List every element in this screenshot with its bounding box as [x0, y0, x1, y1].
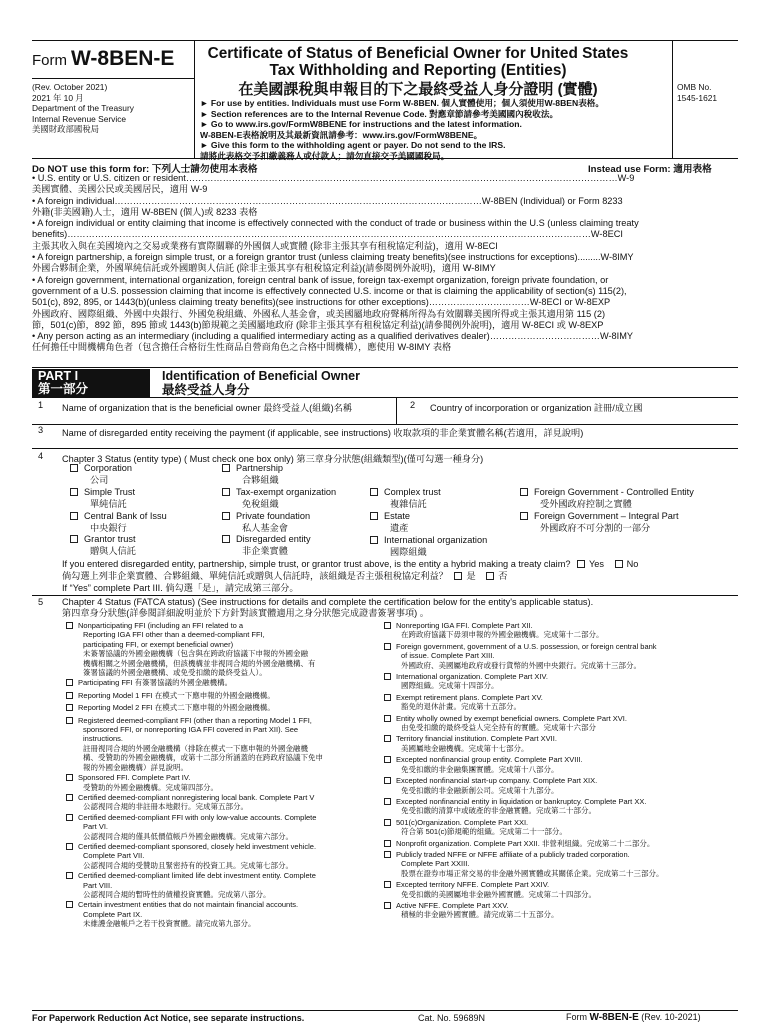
ch4-option[interactable]	[384, 693, 664, 712]
line1-org-name-input[interactable]	[62, 411, 392, 423]
ch4-option-text: Nonprofit organization. Complete Part XXII. 非營利組織。完成第二十二部分。	[396, 838, 655, 848]
ch3-option-label: International organization	[384, 534, 488, 545]
ch4-left-column	[66, 621, 323, 929]
ch3-simple-trust[interactable]	[70, 487, 167, 499]
ch4-option-text: Certified deemed-compliant FFI with only low-value accounts. Complete	[78, 812, 317, 822]
checkbox-icon[interactable]	[66, 814, 73, 821]
line2-number: 2	[410, 400, 416, 410]
checkbox-icon[interactable]	[222, 535, 230, 543]
hybrid-question-en: If you entered disregarded entity, partnership, simple trust, or grantor trust above, is the entity a hybrid making a treaty claim?	[62, 559, 571, 569]
ch4-option-text: Territory financial institution. Complete Part XVII.	[396, 734, 557, 744]
dnu-line: 外籍(非美國籍)人士，適用 W-8BEN (個人)或 8233 表格	[32, 206, 258, 217]
line3-disregarded-entity-input[interactable]	[62, 436, 736, 448]
line5-label-zh: 第四章身分狀態(詳參閱詳細說明並於下方針對該實體適用之身分狀態完成證書簽署事項) 。	[62, 608, 429, 619]
checkbox-icon[interactable]	[70, 512, 78, 520]
dnu-line: 任何擔任中間機構角色者（包含擔任合格衍生性商品自營商角色之合格中間機構），應使用 W-8IMY 表格	[32, 342, 452, 353]
dnu-line: 美國實體、美國公民或美國居民，適用 W-9	[32, 184, 208, 195]
ch3-private-foundation[interactable]	[222, 511, 336, 523]
ch4-option[interactable]	[384, 621, 664, 640]
header-divider-left	[194, 40, 195, 158]
dnu-line: • A foreign government, international organization, foreign central bank of issue, foreign tax-exempt organization, foreign private foundation, or	[32, 274, 609, 285]
ch4-option-text: Part VIII.	[83, 880, 113, 890]
title-en-line1: Certificate of Status of Beneficial Owner for United States	[207, 45, 629, 62]
checkbox-icon[interactable]	[222, 488, 230, 496]
ch3-option-label: Tax-exempt organization	[236, 486, 337, 497]
omb-number	[677, 82, 717, 103]
checkbox-icon[interactable]	[66, 717, 73, 724]
ch4-option-text: 構、受贊助的外國金融機構，或第十二部分所涵蓋的在跨政府協議下免申	[83, 753, 323, 763]
header-bullets	[200, 98, 640, 162]
checkbox-icon[interactable]	[384, 840, 391, 847]
ch4-option[interactable]	[384, 672, 664, 691]
ch3-option-zh: 贈與人信託	[90, 546, 136, 557]
ch4-option-text: Certified deemed-compliant sponsored, closely held investment vehicle.	[78, 841, 317, 851]
title-en-line2: Tax Withholding and Reporting (Entities)	[269, 62, 567, 79]
part1-top-rule	[32, 367, 738, 368]
checkbox-icon[interactable]	[66, 774, 73, 781]
checkbox-icon[interactable]	[384, 694, 391, 701]
ch3-col1	[70, 463, 167, 558]
agency-zh: 美國財政部國稅局	[32, 124, 99, 134]
ch4-option-text: Exempt retirement plans. Complete Part XV.	[396, 692, 543, 702]
omb-label: OMB No.	[677, 82, 712, 92]
ch3-foreign-govt-controlled[interactable]	[520, 487, 694, 499]
ch4-option-text: Entity wholly owned by exempt beneficial owners. Complete Part XVI.	[396, 713, 627, 723]
ch4-option-text: International organization. Complete Part XIV.	[396, 672, 548, 682]
ch4-option-text: Complete Part XXIII.	[401, 859, 470, 869]
ch3-foreign-govt-integral[interactable]	[520, 511, 694, 523]
department: Department of the Treasury	[32, 103, 134, 113]
ch3-option-label: Partnership	[236, 463, 283, 473]
bullet-website-zh: W-8BEN-E表格說明及其最新資訊請參考：www.irs.gov/FormW8BENE。	[200, 129, 483, 140]
header-divider-right	[672, 40, 673, 158]
ch4-option-text: sponsored FFI, or nonreporting IGA FFI covered in Part XII). See	[83, 725, 299, 735]
ch4-option[interactable]	[66, 900, 323, 928]
title-zh: 在美國課稅與申報目的下之最終受益人身分證明 (實體)	[238, 81, 598, 98]
dnu-line: 外國合夥制企業，外國單純信託或外國贈與人信託 (除非主張其享有租稅協定利益)(請參閱例外說明)，適用 W-8IMY	[32, 263, 496, 274]
ch3-option-zh: 非企業實體	[242, 546, 288, 557]
part1-label-en: PART I	[38, 369, 79, 383]
ch3-option-label: Disregarded entity	[236, 534, 311, 545]
checkbox-icon[interactable]	[384, 798, 391, 805]
line3-label: Name of disregarded entity receiving the payment (if applicable, see instructions) 收取款項的非企業實體名稱(若適用，詳見說明)	[62, 428, 584, 438]
hybrid-no-label: No	[626, 559, 639, 569]
bullet-entities: ► For use by entities. Individuals must use Form W-8BEN. 個人實體使用；個人須使用W-8BEN表格。	[200, 98, 604, 108]
ch4-option[interactable]	[66, 793, 323, 812]
checkbox-icon[interactable]	[384, 756, 391, 763]
rev-date-zh: 2021 年 10 月	[32, 92, 84, 103]
dnu-line: 節，501(c)節，892 節，895 節或 1443(b)節規範之美國屬地政府 (除非主張其享有租稅協定利益)(請參閱例外說明)，適用 W-8ECI 或 W-8EXP	[32, 319, 604, 330]
ch4-option-text: 受贊助的外國金融機構。完成第四部分。	[83, 782, 218, 792]
ch4-option[interactable]	[384, 850, 664, 878]
ch3-option-label: Estate	[384, 510, 411, 521]
line5-label-en: Chapter 4 Status (FATCA status) (See instructions for details and complete the certification below for the entity's applicable status).	[62, 597, 594, 607]
ch4-option-text: 未簽署協議的外國金融機構（包含與在跨政府協議下申報的外國金融	[83, 649, 308, 659]
ch4-option-text: Reporting Model 2 FFI 在模式二下應申報的外國金融機構。	[78, 703, 275, 713]
line4-label: Chapter 3 Status (entity type) ( Must check one box only) 第三章身分狀態(組織類型)(僅可勾選一種身分)	[62, 454, 484, 464]
checkbox-icon[interactable]	[520, 488, 528, 496]
ch4-option-text: 美國屬地金融機構。完成第十七部分。	[401, 743, 529, 753]
dnu-line: • A foreign individual or entity claiming that income is effectively connected with the conduct of trade or business within the U.S (unless claiming treaty	[32, 218, 639, 229]
ch4-option[interactable]	[384, 734, 664, 753]
hybrid-no-checkbox[interactable]	[615, 560, 623, 568]
ch4-option[interactable]	[384, 880, 664, 899]
checkbox-icon[interactable]	[384, 777, 391, 784]
dnu-line: • Any person acting as an intermediary (including a qualified intermediary acting as a qualified derivatives dealer)………………………………W-8IMY	[32, 331, 633, 342]
hybrid-yes-label: Yes	[589, 559, 605, 569]
footer-form-id	[566, 1012, 701, 1023]
line4-number: 4	[38, 451, 44, 461]
hybrid-question-zh-row	[62, 571, 507, 582]
ch3-option-label: Complex trust	[384, 487, 441, 497]
checkbox-icon[interactable]	[66, 679, 73, 686]
revision-block	[32, 82, 134, 135]
ch4-option-text: Certified deemed-compliant nonregistering local bank. Complete Part V	[78, 792, 315, 802]
line3-number: 3	[38, 425, 44, 435]
ch4-option-text: Sponsored FFI. Complete Part IV.	[78, 773, 191, 783]
ch4-option-text: 公認視同合規的僅具低價值帳戶外國金融機構。完成第六部分。	[83, 831, 293, 841]
dnu-line: 外國政府、國際組織、外國中央銀行、外國免稅組織、外國私人基金會，或美國屬地政府聲稱所得為有效關聯美國所得或主張其適用第 115 (2)	[32, 308, 606, 319]
header-form-rule	[32, 78, 194, 79]
checkbox-icon[interactable]	[70, 488, 78, 496]
ch3-option-zh: 免稅組織	[242, 498, 279, 509]
ch3-disregarded-entity[interactable]	[222, 534, 336, 546]
part1-label	[32, 369, 150, 397]
ch4-option-text: 符合第 501(c)節規範的組織。完成第二十一部分。	[401, 827, 567, 837]
dnu-line: 主張其收入與在美國境內之交易或業務有實際關聯的外國個人或實體 (除非主張其享有租稅協定利益)，適用 W-8ECI	[32, 240, 498, 251]
ch4-option-text: Certain investment entities that do not maintain financial accounts.	[78, 900, 299, 910]
do-not-use-heading: Do NOT use this form for: 下列人士請勿使用本表格	[32, 164, 258, 175]
ch4-option-text: Excepted nonfinancial entity in liquidation or bankruptcy. Complete Part XX.	[396, 796, 647, 806]
ch4-option[interactable]	[384, 839, 664, 848]
ch3-option-zh: 國際組織	[390, 546, 427, 557]
checkbox-icon[interactable]	[384, 902, 391, 909]
bullet-give-form: ► Give this form to the withholding agent or payer. Do not send to the IRS.	[200, 140, 506, 151]
ch4-option-text: Foreign government, government of a U.S. possession, or foreign central bank	[396, 641, 657, 651]
form-title	[206, 45, 630, 98]
hybrid-yes-checkbox[interactable]	[577, 560, 585, 568]
omb-value: 1545-1621	[677, 92, 718, 103]
ch4-option[interactable]	[384, 755, 664, 774]
line2-country-input[interactable]	[430, 411, 736, 423]
checkbox-icon[interactable]	[70, 535, 78, 543]
ch4-option-text: Nonparticipating FFI (including an FFI related to a	[78, 621, 244, 630]
checkbox-icon[interactable]	[66, 794, 73, 801]
line4-bottom-rule	[32, 595, 738, 596]
ch3-option-zh: 受外國政府控制之實體	[540, 498, 632, 509]
checkbox-icon[interactable]	[370, 512, 378, 520]
ch3-option-label: Foreign Government – Integral Part	[534, 510, 679, 521]
ch4-option-text: 免受扣繳的清算中或破產的非金融實體。完成第二十部分。	[401, 806, 596, 816]
ch3-option-zh: 中央銀行	[90, 522, 127, 533]
part1-title	[162, 369, 360, 397]
do-not-use-list	[32, 173, 738, 354]
part1-title-en: Identification of Beneficial Owner	[162, 369, 360, 383]
ch4-option-text: 註冊視同合規的外國金融機構（排除在模式一下應申報的外國金融機	[83, 743, 308, 753]
ch4-option-text: 股票在證券市場正常交易的非金融外國實體或其關係企業。完成第二十三部分。	[401, 868, 664, 878]
footer-form-label: Form	[566, 1012, 587, 1022]
line3-bottom-rule	[32, 448, 738, 449]
ch3-option-label: Private foundation	[236, 510, 311, 521]
ch3-corporation[interactable]	[70, 463, 167, 475]
ch4-option[interactable]	[384, 642, 664, 670]
ch3-option-label: Grantor trust	[84, 534, 136, 545]
line1-2-divider	[396, 398, 397, 424]
ch3-col2	[222, 463, 336, 558]
hybrid-question	[62, 559, 638, 570]
ch3-partnership[interactable]	[222, 463, 336, 475]
ch4-option[interactable]	[66, 813, 323, 841]
ch4-option[interactable]	[384, 797, 664, 816]
footer-form-name: W-8BEN-E	[589, 1012, 639, 1023]
checkbox-icon[interactable]	[66, 692, 73, 699]
ch4-option[interactable]	[384, 901, 664, 920]
part1-bottom-rule	[32, 397, 738, 398]
ch4-option-text: Part VI.	[83, 822, 109, 832]
checkbox-icon[interactable]	[384, 643, 391, 650]
footer-rev: (Rev. 10-2021)	[641, 1012, 701, 1022]
ch4-option-text: 簽署協議的外國金融機構、或免受扣繳的最終受益人）。	[83, 668, 267, 678]
ch3-complex-trust[interactable]	[370, 487, 487, 499]
checkbox-icon[interactable]	[370, 488, 378, 496]
ch4-option-text: 免受扣繳的非金融新創公司。完成第十九部分。	[401, 785, 559, 795]
rev-date: (Rev. October 2021)	[32, 82, 108, 92]
ch4-right-column	[384, 621, 664, 920]
ch4-option-text: 國際組織。完成第十四部分。	[401, 681, 499, 691]
form-name	[32, 47, 174, 71]
form-number: W-8BEN-E	[71, 47, 175, 70]
dnu-line: • U.S. entity or U.S. citizen or resident……………………………………………………………………………………………………………………………W-9	[32, 173, 635, 183]
ch3-tax-exempt[interactable]	[222, 487, 336, 499]
ch3-option-label: Central Bank of Issu	[84, 510, 167, 521]
checkbox-icon[interactable]	[370, 536, 378, 544]
line5-label	[62, 597, 593, 620]
ch4-option-text: Active NFFE. Complete Part XXV.	[396, 900, 509, 910]
hybrid-shi-label: 是	[466, 571, 476, 581]
ch4-option-text: participating FFI, or exempt beneficial owner)	[83, 639, 234, 649]
ch4-option[interactable]	[384, 776, 664, 795]
checkbox-icon[interactable]	[384, 735, 391, 742]
ch4-option[interactable]	[384, 714, 664, 733]
line1-label: Name of organization that is the beneficial owner 最終受益人(組織)名稱	[62, 403, 353, 413]
ch4-option-text: Nonreporting IGA FFI. Complete Part XII.	[396, 621, 533, 630]
dnu-line: benefits)………………………………………………………………………………………………………………………………………………………W-8ECI	[32, 229, 623, 240]
bullet-sections: ► Section references are to the Internal Revenue Code. 對應章節請參考美國國內稅收法。	[200, 108, 559, 119]
checkbox-icon[interactable]	[66, 872, 73, 879]
ch4-option[interactable]	[66, 871, 323, 899]
ch4-option-text: 免受扣繳的美國屬地非金融外國實體。完成第二十四部分。	[401, 889, 596, 899]
ch4-option[interactable]	[66, 773, 323, 792]
ch4-option-text: 公認視同合規的暫時性的債權投資實體。完成第八部分。	[83, 889, 271, 899]
ch3-option-zh: 公司	[90, 474, 109, 485]
hybrid-fou-checkbox[interactable]	[486, 572, 494, 580]
ch3-estate[interactable]	[370, 511, 487, 523]
ch4-option-text: 未維護金融帳戶之若干投資實體。請完成第九部分。	[83, 919, 256, 929]
ch4-option-text: of issue. Complete Part XIII.	[401, 651, 495, 661]
ch4-option-text: Reporting Model 1 FFI 在模式一下應申報的外國金融機構。	[78, 690, 275, 700]
ch4-option[interactable]	[66, 842, 323, 870]
ch3-col3	[370, 487, 487, 558]
ch3-option-label: Foreign Government - Controlled Entity	[534, 487, 694, 497]
checkbox-icon[interactable]	[384, 673, 391, 680]
ch3-option-zh: 單純信託	[90, 498, 127, 509]
checkbox-icon[interactable]	[66, 901, 73, 908]
instead-use-heading: Instead use Form: 適用表格	[588, 164, 712, 175]
ch3-international-org[interactable]	[370, 535, 487, 547]
part1-label-zh: 第一部分	[38, 382, 89, 396]
ch4-option-text: 積極的非金融外國實體。請完成第二十五部分。	[401, 910, 559, 920]
checkbox-icon[interactable]	[384, 715, 391, 722]
ch4-option[interactable]	[66, 691, 323, 700]
ch3-option-zh: 遺產	[390, 522, 409, 533]
checkbox-icon[interactable]	[222, 464, 230, 472]
form-label: Form	[32, 52, 67, 69]
ch4-option-text: Excepted nonfinancial start-up company. Complete Part XIX.	[396, 776, 598, 786]
ch3-option-zh: 複雜信託	[390, 498, 427, 509]
ch4-option-text: 機構相關之外國金融機構，但該機構並非視同合規的外國金融機構、有	[83, 658, 316, 668]
checkbox-icon[interactable]	[66, 704, 73, 711]
checkbox-icon[interactable]	[66, 843, 73, 850]
ch4-option-text: 免受扣繳的非金融集團實體。完成第十八部分。	[401, 764, 559, 774]
ch3-option-label: Simple Trust	[84, 486, 136, 497]
ch4-option-text: instructions.	[83, 734, 124, 744]
ch4-option[interactable]	[66, 678, 323, 687]
line5-number: 5	[38, 597, 44, 607]
bullet-give-form-zh: 請將此表格交予扣繳義務人或付款人；請勿直接交予美國國稅局。	[200, 150, 450, 161]
ch4-option-text: 公認視同合規的受贊助且緊密持有的投資工具。完成第七部分。	[83, 860, 293, 870]
ch4-option[interactable]	[66, 703, 323, 712]
ch3-option-zh: 合夥組織	[242, 474, 279, 485]
ch4-option[interactable]	[66, 716, 323, 772]
ch4-option-text: Complete Part IX.	[83, 909, 143, 919]
ch4-option-text: Registered deemed-compliant FFI (other than a reporting Model 1 FFI,	[78, 715, 312, 725]
ch3-option-zh: 私人基金會	[242, 522, 288, 533]
header-top-rule	[32, 40, 738, 41]
ch4-option-text: 外國政府、美國屬地政府或發行貨幣的外國中央銀行。完成第十三部分。	[401, 660, 641, 670]
checkbox-icon[interactable]	[66, 622, 73, 629]
ch4-option-text: 由免受扣繳的最終受益人完全持有的實體。完成第十六部分	[401, 723, 596, 733]
hybrid-fou-label: 否	[498, 571, 508, 581]
bullet-website: ► Go to www.irs.gov/FormW8BENE for instructions and the latest information.	[200, 119, 522, 130]
cat-number: Cat. No. 59689N	[418, 1013, 486, 1023]
ch4-option-text: Participating FFI 有簽署協議的外國金融機構。	[78, 678, 233, 688]
ch4-option-text: Publicly traded NFFE or NFFE affiliate of a publicly traded corporation.	[396, 849, 630, 859]
ch4-option-text: Reporting IGA FFI other than a deemed-compliant FFI,	[83, 630, 265, 640]
agency: Internal Revenue Service	[32, 113, 127, 124]
dnu-line: • A foreign individual…………………………………………………………………………………………………………W-8BEN (Individual) or Form 8233	[32, 195, 623, 206]
dnu-line: 501(c), 892, 895, or 1443(b)(unless claiming treaty benefits)(see instructions for other exceptions)……………………………W-8ECI or W-8EXP	[32, 297, 611, 308]
ch4-option-text: 報的外國金融機構）詳見說明。	[83, 762, 188, 772]
ch4-option-text: 501(c)Organization. Complete Part XXI.	[396, 817, 529, 827]
checkbox-icon[interactable]	[384, 881, 391, 888]
line1-number: 1	[38, 400, 44, 410]
ch3-central-bank[interactable]	[70, 511, 167, 523]
ch4-option-text: Excepted nonfinancial group entity. Complete Part XVIII.	[396, 755, 583, 765]
checkbox-icon[interactable]	[384, 622, 391, 629]
ch4-option[interactable]	[384, 818, 664, 837]
checkbox-icon[interactable]	[384, 851, 391, 858]
ch4-option-text: Excepted territory NFFE. Complete Part XXIV.	[396, 880, 550, 890]
dnu-line: government of a U.S. possession claiming that income is effectively connected U.S. income or that is claiming the applicability of section(s) 115(2),	[32, 285, 627, 296]
ch4-option-text: 公認視同合規的非註冊本地銀行。完成第五部分。	[83, 802, 248, 812]
hybrid-question-zh: 倘勾選上列非企業實體、合夥組織、單純信託或贈與人信託時，該組織是否主張租稅協定利益？	[62, 571, 448, 581]
part1-title-zh: 最終受益人身分	[162, 383, 250, 397]
checkbox-icon[interactable]	[222, 512, 230, 520]
ch3-option-label: Corporation	[84, 463, 133, 473]
dnu-line: • A foreign partnership, a foreign simple trust, or a foreign grantor trust (unless claiming treaty benefits)(see instructions for exceptions).........W-8IMY	[32, 252, 634, 263]
ch4-option-text: 豁免的退休計畫。完成第十五部分。	[401, 702, 521, 712]
footer-rule	[32, 1010, 738, 1011]
ch3-col4	[520, 487, 694, 535]
paperwork-notice: For Paperwork Reduction Act Notice, see separate instructions.	[32, 1013, 305, 1023]
ch3-option-zh: 外國政府不可分割的一部分	[540, 522, 651, 533]
checkbox-icon[interactable]	[70, 464, 78, 472]
ch4-option-text: 在跨政府協議下毋須申報的外國金融機構。完成第十二部分。	[401, 630, 604, 640]
hybrid-note: If “Yes” complete Part III. 倘勾選「是」，請完成第三部分。	[62, 583, 299, 593]
checkbox-icon[interactable]	[520, 512, 528, 520]
ch4-option[interactable]	[66, 621, 323, 677]
hybrid-shi-checkbox[interactable]	[454, 572, 462, 580]
ch3-grantor-trust[interactable]	[70, 534, 167, 546]
line2-label: Country of incorporation or organization 註冊/成立國	[430, 403, 643, 413]
ch4-option-text: Complete Part VII.	[83, 851, 145, 861]
checkbox-icon[interactable]	[384, 819, 391, 826]
ch4-option-text: Certified deemed-compliant limited life debt investment entity. Complete	[78, 871, 316, 881]
